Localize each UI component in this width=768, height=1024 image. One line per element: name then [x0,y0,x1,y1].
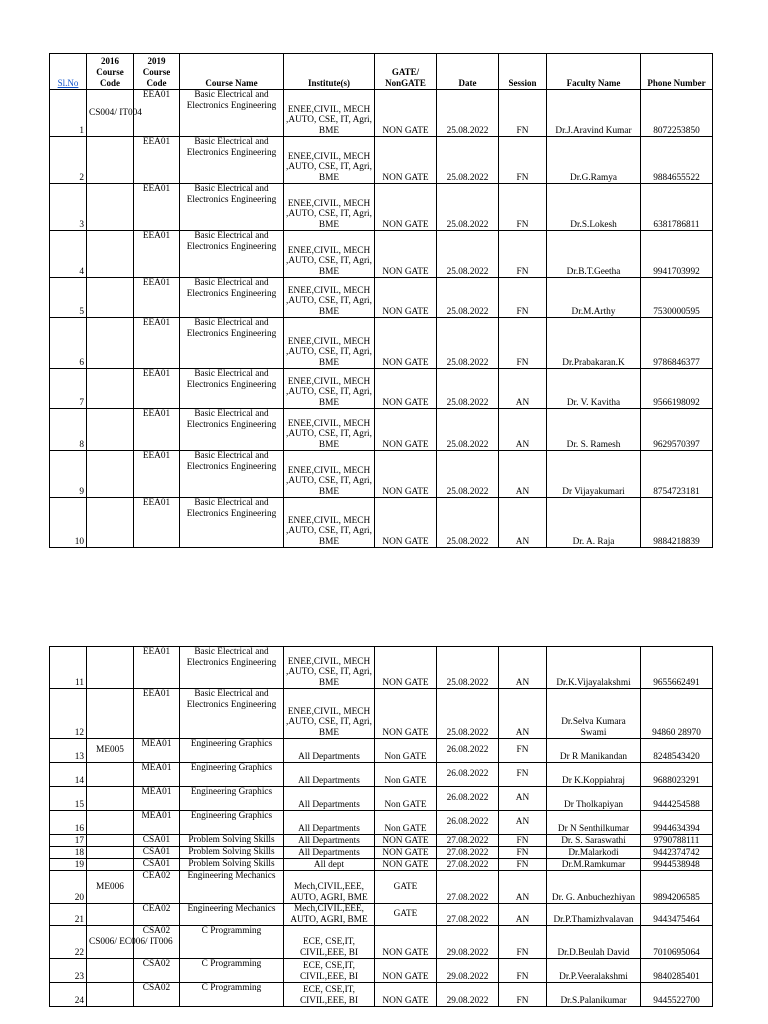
gate-status: Non GATE [375,787,437,811]
row-number: 5 [50,278,87,318]
phone-number: 9445522700 [641,983,713,1007]
faculty-name: Dr.J.Aravind Kumar [547,90,641,137]
table-row [50,137,713,184]
row-number: 1 [50,90,87,137]
session: AN [499,498,547,548]
slno-link[interactable]: Sl.No [57,78,79,88]
course-code-2019: EEA01 [134,231,180,278]
header-institute: Institute(s) [284,54,375,90]
phone-number: 9894206585 [641,871,713,904]
institutes: All Departments [284,847,375,859]
header-code2016: 2016 Course Code [87,54,134,90]
faculty-name: Dr. S. Saraswathi [547,835,641,847]
gate-status: NON GATE [375,498,437,548]
gate-status: NON GATE [375,983,437,1007]
course-name: Engineering Mechanics [180,904,284,926]
exam-date: 25.08.2022 [437,369,499,409]
course-name: Problem Solving Skills [180,835,284,847]
header-gate: GATE/ NonGATE [375,54,437,90]
table-row [50,369,713,409]
course-code-2019: EEA01 [134,318,180,369]
course-name: C Programming [180,959,284,983]
course-name: Basic Electrical and Electronics Engineering [180,231,284,278]
table-row [50,926,713,959]
course-name: Basic Electrical and Electronics Engineering [180,409,284,451]
session: FN [499,137,547,184]
phone-number: 9443475464 [641,904,713,926]
gate-status: NON GATE [375,409,437,451]
session: FN [499,90,547,137]
row-number: 22 [50,926,87,959]
exam-date: 27.08.2022 [437,904,499,926]
course-code-2019: CSA01 [134,847,180,859]
course-code-2016: CS004/ IT004 [87,90,134,137]
header-course-name: Course Name [180,54,284,90]
exam-date: 25.08.2022 [437,647,499,689]
course-code-2019: EEA01 [134,647,180,689]
exam-date: 27.08.2022 [437,859,499,871]
course-code-2016 [87,689,134,739]
faculty-name: Dr.D.Beulah David [547,926,641,959]
phone-number: 9786846377 [641,318,713,369]
faculty-name: Dr.S.Lokesh [547,184,641,231]
course-name: Engineering Mechanics [180,871,284,904]
row-number: 9 [50,451,87,498]
phone-number: 9655662491 [641,647,713,689]
row-number: 14 [50,763,87,787]
phone-number: 9566198092 [641,369,713,409]
phone-number: 9944538948 [641,859,713,871]
row-number: 4 [50,231,87,278]
course-name: Basic Electrical and Electronics Engineering [180,451,284,498]
faculty-name: Dr.B.T.Geetha [547,231,641,278]
faculty-name: Dr K.Koppiahraj [547,763,641,787]
course-code-2019: CSA02 [134,983,180,1007]
row-number: 3 [50,184,87,231]
row-number: 16 [50,811,87,835]
course-name: C Programming [180,983,284,1007]
course-code-2019: EEA01 [134,498,180,548]
phone-number: 94860 28970 [641,689,713,739]
faculty-name: Dr. S. Ramesh [547,409,641,451]
table-row [50,787,713,811]
row-number: 6 [50,318,87,369]
exam-date: 29.08.2022 [437,926,499,959]
table-row [50,983,713,1007]
table-row [50,231,713,278]
exam-date: 25.08.2022 [437,318,499,369]
course-code-2016 [87,137,134,184]
header-row [50,54,713,90]
session: AN [499,451,547,498]
table-row [50,90,713,137]
session: FN [499,739,547,763]
course-code-2019: CSA02 [134,959,180,983]
table-row [50,184,713,231]
gate-status: Non GATE [375,739,437,763]
row-number: 20 [50,871,87,904]
exam-date: 25.08.2022 [437,184,499,231]
table-row [50,811,713,835]
gate-status: NON GATE [375,369,437,409]
exam-date: 25.08.2022 [437,498,499,548]
table-row [50,278,713,318]
table-2-body [50,647,713,1007]
phone-number: 9444254588 [641,787,713,811]
faculty-name: Dr.G.Ramya [547,137,641,184]
course-code-2019: MEA01 [134,811,180,835]
course-name: Problem Solving Skills [180,859,284,871]
session: AN [499,647,547,689]
course-code-2019: MEA01 [134,763,180,787]
row-number: 21 [50,904,87,926]
gate-status: GATE [375,871,437,904]
exam-date: 27.08.2022 [437,871,499,904]
course-code-2019: CEA02 [134,871,180,904]
course-code-2016 [87,184,134,231]
session: FN [499,184,547,231]
exam-date: 29.08.2022 [437,983,499,1007]
header-session: Session [499,54,547,90]
row-number: 18 [50,847,87,859]
phone-number: 6381786811 [641,184,713,231]
course-code-2016 [87,231,134,278]
course-name: Basic Electrical and Electronics Engineering [180,318,284,369]
institutes: All Departments [284,763,375,787]
institutes: ENEE,CIVIL, MECH ,AUTO, CSE, IT, Agri, BME [284,451,375,498]
faculty-name: Dr.Selva Kumara Swami [547,689,641,739]
course-code-2019: CSA01 [134,859,180,871]
exam-date: 26.08.2022 [437,763,499,787]
institutes: ECE, CSE,IT, CIVIL,EEE, BI [284,926,375,959]
institutes: Mech,CIVIL,EEE, AUTO, AGRI, BME [284,904,375,926]
institutes: ECE, CSE,IT, CIVIL,EEE, BI [284,983,375,1007]
course-code-2019: EEA01 [134,137,180,184]
course-code-2016: ME006 [87,871,134,904]
row-number: 13 [50,739,87,763]
course-code-2019: EEA01 [134,278,180,318]
exam-date: 29.08.2022 [437,959,499,983]
course-name: Basic Electrical and Electronics Engineering [180,137,284,184]
table-row [50,904,713,926]
exam-date: 25.08.2022 [437,409,499,451]
course-code-2016 [87,904,134,926]
course-code-2016: CS006/ EC006/ IT006 [87,926,134,959]
faculty-name: Dr Vijayakumari [547,451,641,498]
session: FN [499,763,547,787]
course-code-2019: EEA01 [134,451,180,498]
phone-number: 9790788111 [641,835,713,847]
faculty-name: Dr. A. Raja [547,498,641,548]
exam-date: 25.08.2022 [437,137,499,184]
institutes: ENEE,CIVIL, MECH ,AUTO, CSE, IT, Agri, BME [284,90,375,137]
row-number: 17 [50,835,87,847]
row-number: 23 [50,959,87,983]
course-name: Engineering Graphics [180,763,284,787]
session: FN [499,231,547,278]
phone-number: 9884218839 [641,498,713,548]
table-row [50,835,713,847]
institutes: ENEE,CIVIL, MECH ,AUTO, CSE, IT, Agri, BME [284,409,375,451]
course-name: Engineering Graphics [180,811,284,835]
course-code-2016 [87,369,134,409]
gate-status: NON GATE [375,689,437,739]
faculty-name: Dr.S.Palanikumar [547,983,641,1007]
course-code-2019: EEA01 [134,369,180,409]
course-code-2016 [87,647,134,689]
table-row [50,409,713,451]
gate-status: Non GATE [375,811,437,835]
institutes: Mech,CIVIL,EEE, AUTO, AGRI, BME [284,871,375,904]
session: FN [499,926,547,959]
gate-status: NON GATE [375,184,437,231]
header-code2019: 2019 Course Code [134,54,180,90]
course-code-2016 [87,847,134,859]
course-name: Basic Electrical and Electronics Engineering [180,498,284,548]
gate-status: NON GATE [375,859,437,871]
faculty-name: Dr.P.Thamizhvalavan [547,904,641,926]
row-number: 15 [50,787,87,811]
table-row [50,647,713,689]
course-code-2016 [87,983,134,1007]
institutes: ENEE,CIVIL, MECH ,AUTO, CSE, IT, Agri, BME [284,369,375,409]
institutes: ENEE,CIVIL, MECH ,AUTO, CSE, IT, Agri, BME [284,647,375,689]
row-number: 2 [50,137,87,184]
phone-number: 9840285401 [641,959,713,983]
institutes: ENEE,CIVIL, MECH ,AUTO, CSE, IT, Agri, BME [284,137,375,184]
table-row [50,847,713,859]
institutes: ENEE,CIVIL, MECH ,AUTO, CSE, IT, Agri, BME [284,689,375,739]
institutes: ENEE,CIVIL, MECH ,AUTO, CSE, IT, Agri, BME [284,318,375,369]
course-code-2019: EEA01 [134,689,180,739]
exam-date: 25.08.2022 [437,231,499,278]
gate-status: GATE [375,904,437,926]
session: FN [499,835,547,847]
course-name: Basic Electrical and Electronics Engineering [180,689,284,739]
course-code-2019: CSA02 [134,926,180,959]
schedule-table-1 [49,53,713,548]
course-code-2016 [87,859,134,871]
header-phone: Phone Number [641,54,713,90]
gate-status: NON GATE [375,451,437,498]
course-code-2016 [87,498,134,548]
session: AN [499,409,547,451]
course-code-2019: CSA01 [134,835,180,847]
course-name: Basic Electrical and Electronics Engineering [180,90,284,137]
course-name: Basic Electrical and Electronics Engineering [180,184,284,231]
row-number: 8 [50,409,87,451]
table-row [50,959,713,983]
course-name: Engineering Graphics [180,787,284,811]
faculty-name: Dr R Manikandan [547,739,641,763]
exam-date: 25.08.2022 [437,451,499,498]
table-row [50,451,713,498]
gate-status: NON GATE [375,90,437,137]
gate-status: NON GATE [375,318,437,369]
session: FN [499,847,547,859]
faculty-name: Dr Tholkapiyan [547,787,641,811]
gate-status: NON GATE [375,835,437,847]
course-code-2016 [87,278,134,318]
gate-status: NON GATE [375,926,437,959]
institutes: ENEE,CIVIL, MECH ,AUTO, CSE, IT, Agri, BME [284,231,375,278]
phone-number: 8072253850 [641,90,713,137]
institutes: All dept [284,859,375,871]
session: FN [499,859,547,871]
faculty-name: Dr.M.Ramkumar [547,859,641,871]
header-date: Date [437,54,499,90]
session: AN [499,369,547,409]
course-name: Basic Electrical and Electronics Engineering [180,278,284,318]
exam-date: 26.08.2022 [437,787,499,811]
table-row [50,318,713,369]
institutes: All Departments [284,835,375,847]
course-name: Engineering Graphics [180,739,284,763]
phone-number: 8248543420 [641,739,713,763]
table-row [50,689,713,739]
row-number: 12 [50,689,87,739]
exam-date: 26.08.2022 [437,811,499,835]
course-code-2019: MEA01 [134,739,180,763]
session: FN [499,278,547,318]
institutes: ENEE,CIVIL, MECH ,AUTO, CSE, IT, Agri, BME [284,278,375,318]
session: AN [499,904,547,926]
row-number: 19 [50,859,87,871]
session: AN [499,811,547,835]
row-number: 7 [50,369,87,409]
schedule-table-2 [49,646,713,1007]
row-number: 11 [50,647,87,689]
exam-date: 27.08.2022 [437,847,499,859]
gate-status: Non GATE [375,763,437,787]
header-slno[interactable] [50,54,87,90]
gate-status: NON GATE [375,959,437,983]
session: FN [499,318,547,369]
course-code-2019: CEA02 [134,904,180,926]
course-name: Basic Electrical and Electronics Engineering [180,647,284,689]
session: FN [499,983,547,1007]
course-code-2019: EEA01 [134,90,180,137]
course-code-2019: EEA01 [134,184,180,231]
faculty-name: Dr.M.Arthy [547,278,641,318]
table-1-body [50,90,713,548]
course-code-2019: EEA01 [134,409,180,451]
phone-number: 9688023291 [641,763,713,787]
session: AN [499,787,547,811]
faculty-name: Dr.Malarkodi [547,847,641,859]
phone-number: 7530000595 [641,278,713,318]
row-number: 24 [50,983,87,1007]
gate-status: NON GATE [375,231,437,278]
phone-number: 9944634394 [641,811,713,835]
gate-status: NON GATE [375,137,437,184]
row-number: 10 [50,498,87,548]
phone-number: 9941703992 [641,231,713,278]
institutes: ENEE,CIVIL, MECH ,AUTO, CSE, IT, Agri, BME [284,184,375,231]
faculty-name: Dr.Prabakaran.K [547,318,641,369]
course-code-2016: ME005 [87,739,134,763]
course-code-2016 [87,811,134,835]
phone-number: 8754723181 [641,451,713,498]
course-name: C Programming [180,926,284,959]
exam-date: 27.08.2022 [437,835,499,847]
phone-number: 9442374742 [641,847,713,859]
table-row [50,859,713,871]
exam-date: 26.08.2022 [437,739,499,763]
faculty-name: Dr.K.Vijayalakshmi [547,647,641,689]
course-code-2016 [87,835,134,847]
table-row [50,763,713,787]
institutes: All Departments [284,739,375,763]
phone-number: 7010695064 [641,926,713,959]
exam-date: 25.08.2022 [437,689,499,739]
gate-status: NON GATE [375,647,437,689]
faculty-name: Dr N Senthilkumar [547,811,641,835]
institutes: All Departments [284,811,375,835]
table-row [50,871,713,904]
course-name: Basic Electrical and Electronics Engineering [180,369,284,409]
phone-number: 9884655522 [641,137,713,184]
faculty-name: Dr. V. Kavitha [547,369,641,409]
session: AN [499,689,547,739]
institutes: ECE, CSE,IT, CIVIL,EEE, BI [284,959,375,983]
institutes: All Departments [284,787,375,811]
table-row [50,739,713,763]
course-code-2016 [87,959,134,983]
gate-status: NON GATE [375,847,437,859]
exam-date: 25.08.2022 [437,90,499,137]
faculty-name: Dr. G. Anbuchezhiyan [547,871,641,904]
course-code-2016 [87,318,134,369]
faculty-name: Dr.P.Veeralakshmi [547,959,641,983]
session: FN [499,959,547,983]
course-code-2016 [87,787,134,811]
course-code-2019: MEA01 [134,787,180,811]
session: AN [499,871,547,904]
gate-status: NON GATE [375,278,437,318]
header-faculty: Faculty Name [547,54,641,90]
exam-date: 25.08.2022 [437,278,499,318]
course-code-2016 [87,763,134,787]
course-name: Problem Solving Skills [180,847,284,859]
phone-number: 9629570397 [641,409,713,451]
institutes: ENEE,CIVIL, MECH ,AUTO, CSE, IT, Agri, BME [284,498,375,548]
table-row [50,498,713,548]
course-code-2016 [87,451,134,498]
course-code-2016 [87,409,134,451]
